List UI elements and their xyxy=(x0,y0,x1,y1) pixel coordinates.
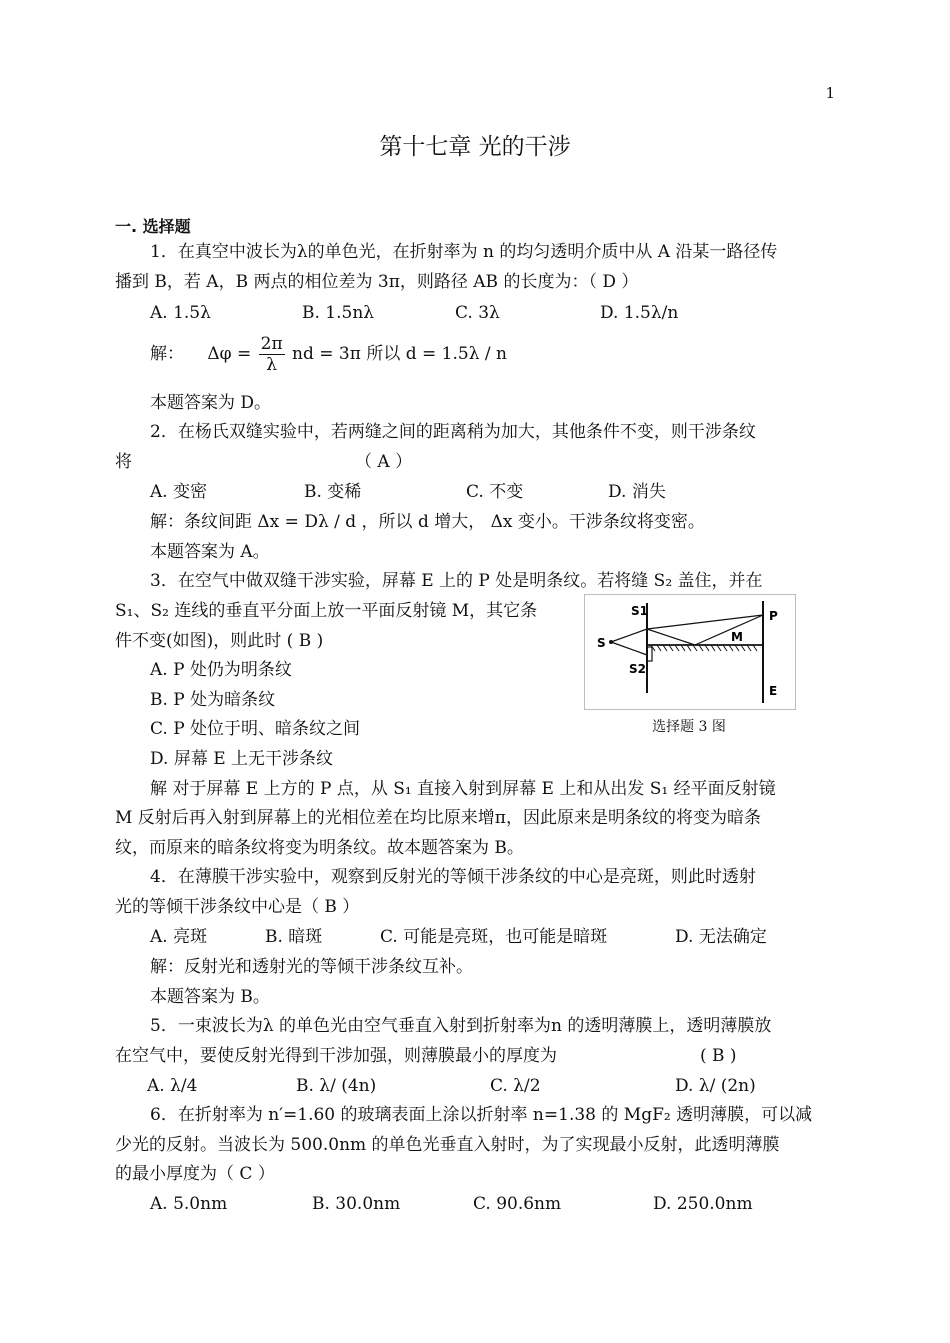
q5-option-a: A. λ/4 xyxy=(147,1076,198,1096)
q3-solution-line1: 解 对于屏幕 E 上方的 P 点，从 S₁ 直接入射到屏幕 E 上和从出发 S₁ 经平面反射镜 xyxy=(150,779,776,799)
q2-answer: 本题答案为 A。 xyxy=(150,542,270,562)
q5-line2 xyxy=(115,1045,837,1067)
q1-option-d: D. 1.5λ/n xyxy=(600,303,679,323)
q1-frac-den: λ xyxy=(266,355,278,375)
q1-answer: 本题答案为 D。 xyxy=(150,393,272,413)
q2-line2 xyxy=(115,451,837,473)
q4-option-a: A. 亮斑 xyxy=(150,927,208,947)
q3-line3: 件不变(如图)，则此时 ( B ) xyxy=(115,631,324,651)
q4-answer: 本题答案为 B。 xyxy=(150,987,270,1007)
label-s2: S2 xyxy=(629,662,646,676)
section-heading: 一. 选择题 xyxy=(115,217,191,236)
q2-line1: 2．在杨氏双缝实验中，若两缝之间的距离稍为加大，其他条件不变，则干涉条纹 xyxy=(150,422,756,442)
q2-option-b: B. 变稀 xyxy=(304,482,362,502)
q5-option-c: C. λ/2 xyxy=(490,1076,541,1096)
q1-solution-label: 解： xyxy=(150,344,184,364)
q6-option-c: C. 90.6nm xyxy=(473,1194,562,1214)
q1-solution-lhs: Δφ = xyxy=(207,344,252,364)
q3-figure xyxy=(584,594,796,710)
q3-figure-caption: 选择题 3 图 xyxy=(652,719,726,735)
q6-option-a: A. 5.0nm xyxy=(150,1194,228,1214)
q3-line2: S₁、S₂ 连线的垂直平分面上放一平面反射镜 M，其它条 xyxy=(115,601,538,621)
q5-option-d: D. λ/ (2n) xyxy=(675,1076,756,1096)
q1-solution-rhs: nd = 3π 所以 d = 1.5λ / n xyxy=(292,344,507,364)
q2-option-d: D. 消失 xyxy=(608,482,666,502)
q1-line1: 1．在真空中波长为λ的单色光，在折射率为 n 的均匀透明介质中从 A 沿某一路径传 xyxy=(150,242,778,262)
mirror-hatching xyxy=(651,645,757,651)
label-e: E xyxy=(769,684,778,698)
label-s: S xyxy=(597,636,606,650)
q1-solution xyxy=(150,334,837,375)
q3-option-d: D. 屏幕 E 上无干涉条纹 xyxy=(150,749,334,769)
q3-option-a: A. P 处仍为明条纹 xyxy=(150,660,292,680)
q4-solution: 解：反射光和透射光的等倾干涉条纹互补。 xyxy=(150,957,473,977)
q5-line1: 5．一束波长为λ 的单色光由空气垂直入射到折射率为n 的透明薄膜上，透明薄膜放 xyxy=(150,1016,772,1036)
q6-line1: 6．在折射率为 n′=1.60 的玻璃表面上涂以折射率 n=1.38 的 MgF₂ 透明薄膜，可以减 xyxy=(150,1105,813,1125)
q2-answer-bracket: （ A ） xyxy=(355,452,413,472)
q3-line1: 3．在空气中做双缝干涉实验，屏幕 E 上的 P 处是明条纹。若将缝 S₂ 盖住，并在 xyxy=(150,571,763,591)
q5-line2-text: 在空气中，要使反射光得到干涉加强，则薄膜最小的厚度为 xyxy=(115,1046,557,1066)
q6-line2: 少光的反射。当波长为 500.0nm 的单色光垂直入射时，为了实现最小反射，此透明薄膜 xyxy=(115,1135,780,1155)
source-point xyxy=(609,640,613,644)
q2-option-c: C. 不变 xyxy=(466,482,524,502)
q5-answer-bracket: ( B ) xyxy=(700,1046,737,1066)
double-slit-mirror-diagram xyxy=(585,595,795,709)
q6-option-d: D. 250.0nm xyxy=(653,1194,753,1214)
q1-option-a: A. 1.5λ xyxy=(150,303,211,323)
q1-fraction xyxy=(259,334,285,375)
q3-option-c: C. P 处位于明、暗条纹之间 xyxy=(150,719,361,739)
q1-option-b: B. 1.5nλ xyxy=(302,303,375,323)
chapter-title: 第十七章 光的干涉 xyxy=(379,134,571,160)
q6-option-b: B. 30.0nm xyxy=(312,1194,401,1214)
q4-line1: 4．在薄膜干涉实验中，观察到反射光的等倾干涉条纹的中心是亮斑，则此时透射 xyxy=(150,867,756,887)
q5-option-b: B. λ/ (4n) xyxy=(296,1076,377,1096)
q4-line2: 光的等倾干涉条纹中心是（ B ） xyxy=(115,897,360,917)
q4-option-c: C. 可能是亮斑，也可能是暗斑 xyxy=(380,927,608,947)
q2-option-a: A. 变密 xyxy=(150,482,208,502)
label-s1: S1 xyxy=(631,604,648,618)
label-p: P xyxy=(769,609,778,623)
q3-option-b: B. P 处为暗条纹 xyxy=(150,690,276,710)
q1-option-c: C. 3λ xyxy=(455,303,500,323)
q4-option-d: D. 无法确定 xyxy=(675,927,767,947)
label-m: M xyxy=(731,630,743,644)
q2-line2-a: 将 xyxy=(115,452,132,472)
q3-solution-line3: 纹，而原来的暗条纹将变为明条纹。故本题答案为 B。 xyxy=(115,838,524,858)
q2-solution: 解：条纹间距 Δx = Dλ / d ，所以 d 增大， Δx 变小。干涉条纹将变密。 xyxy=(150,512,705,532)
q1-line2: 播到 B，若 A，B 两点的相位差为 3π，则路径 AB 的长度为：（ D ） xyxy=(115,272,639,292)
q4-option-b: B. 暗斑 xyxy=(265,927,323,947)
q6-line3: 的最小厚度为（ C ） xyxy=(115,1164,275,1184)
q1-frac-num: 2π xyxy=(260,334,283,354)
page-number: 1 xyxy=(825,84,835,102)
q3-solution-line2: M 反射后再入射到屏幕上的光相位差在均比原来增π，因此原来是明条纹的将变为暗条 xyxy=(115,808,761,828)
